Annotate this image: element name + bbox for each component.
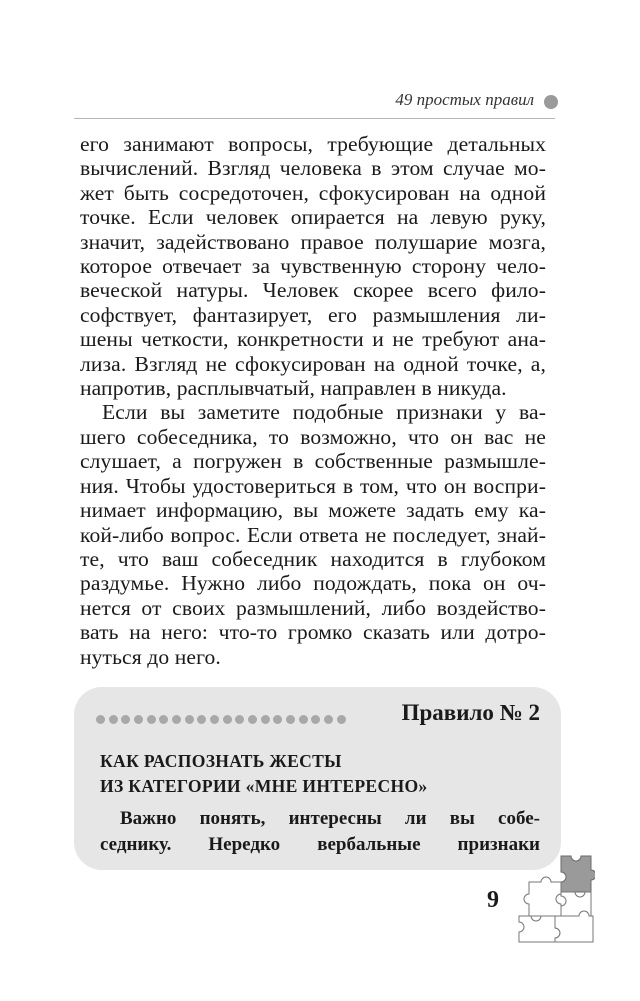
rule-number: Правило № 2 [401, 700, 540, 725]
body-line: нется от своих размышлений, либо воздейство- [80, 595, 546, 620]
body-line: кой-либо вопрос. Если ответа не последует, знай- [80, 522, 546, 547]
body-line: напротив, расплывчатый, направлен в никуда. [80, 376, 507, 401]
running-head [0, 88, 640, 116]
dotted-leader-icon [96, 714, 346, 724]
rule-lead-line: Важно понять, интересны ли вы собе- [120, 808, 540, 829]
body-line: которое отвечает за чувственную сторону чело- [80, 254, 546, 279]
rule-title-line: ИЗ КАТЕГОРИИ «МНЕ ИНТЕРЕСНО» [100, 776, 428, 796]
running-head-title: 49 простых правил [395, 90, 534, 109]
rule-title-line: КАК РАСПОЗНАТЬ ЖЕСТЫ [100, 751, 342, 771]
body-line: жет быть сосредоточен, сфокусирован на одной [80, 180, 546, 205]
body-line: вать на него: что-то громко сказать или дотро- [80, 620, 546, 645]
body-line: слушает, а погружен в собственные размышле- [80, 449, 546, 474]
rule-lead-line: седнику. Нередко вербальные признаки [100, 834, 540, 855]
body-line: его занимают вопросы, требующие детальных [80, 132, 546, 156]
body-line: шены четкости, конкретности и не требуют ана- [80, 327, 546, 352]
body-line: нимает информацию, вы можете задать ему ка- [80, 498, 546, 523]
body-line: значит, задействовано правое полушарие мозга, [80, 229, 546, 254]
header-divider [74, 118, 555, 119]
body-line: веческой натуры. Человек скорее всего фило- [80, 278, 546, 303]
body-line: нуться до него. [80, 644, 221, 669]
puzzle-pieces-icon [515, 852, 595, 944]
body-line: лиза. Взгляд не сфокусирован на одной точке, а, [80, 351, 546, 376]
body-line: софствует, фантазирует, его размышления ли- [80, 302, 546, 327]
rule-lead [100, 806, 540, 858]
body-line: Если вы заметите подобные признаки у ва- [102, 400, 546, 425]
body-line: ния. Чтобы удостовериться в том, что он воспри- [80, 473, 546, 498]
rule-title [100, 749, 540, 799]
body-text [80, 132, 546, 669]
body-line: шего собеседника, то возможно, что он вас не [80, 424, 546, 449]
bullet-dot-icon [544, 95, 558, 109]
body-line: раздумье. Нужно либо подождать, пока он оч- [80, 571, 546, 596]
body-line: точке. Если человек опирается на левую руку, [80, 205, 546, 230]
body-line: те, что ваш собеседник находится в глубоком [80, 546, 546, 571]
page-number: 9 [487, 887, 499, 913]
body-line: вычислений. Взгляд человека в этом случае мо- [80, 156, 546, 181]
